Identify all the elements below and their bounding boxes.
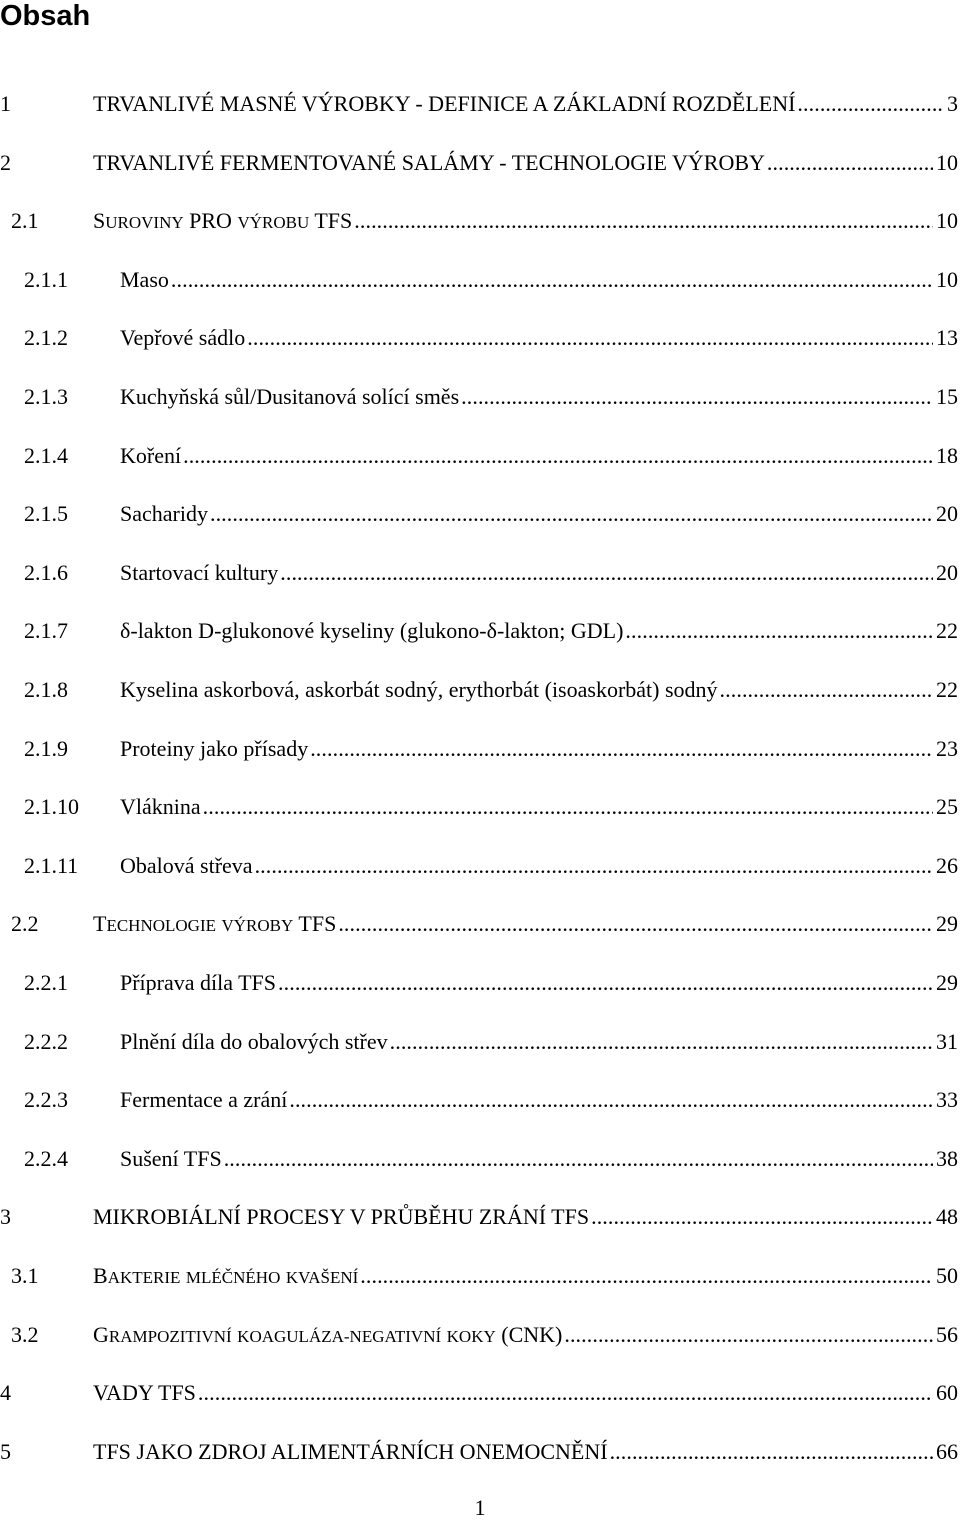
toc-entry-label[interactable]: Proteiny jako přísady	[120, 735, 309, 761]
toc-leader-dots	[610, 1437, 933, 1467]
toc-entry-page[interactable]: 23	[936, 735, 958, 761]
toc-entry-page[interactable]: 50	[936, 1263, 958, 1288]
toc-entry[interactable]	[0, 1202, 960, 1232]
toc-leader-dots	[210, 499, 933, 529]
toc-leader-dots	[203, 792, 933, 822]
toc-leader-dots	[278, 968, 933, 998]
toc-entry-number: 2.1.3	[24, 384, 68, 409]
toc-entry-label[interactable]: Fermentace a zrání	[120, 1087, 288, 1113]
toc-entry[interactable]	[0, 1085, 960, 1115]
toc-entry[interactable]	[0, 734, 960, 764]
toc-entry-number: 2.1.4	[24, 442, 68, 468]
toc-entry[interactable]	[0, 206, 960, 236]
toc-entry-label[interactable]: Koření	[120, 442, 182, 468]
toc-entry-number: 2.1.9	[24, 735, 68, 761]
toc-entry[interactable]	[0, 148, 960, 178]
toc-entry-label[interactable]: Vláknina	[120, 794, 201, 820]
toc-entry[interactable]	[0, 792, 960, 822]
toc-entry-label[interactable]: Maso	[120, 266, 169, 292]
toc-leader-dots	[390, 1027, 933, 1057]
toc-entry-label[interactable]: Kyselina askorbová, askorbát sodný, erythorbát (isoaskorbát) sodný	[120, 677, 718, 702]
toc-entry-number: 3.2	[11, 1321, 39, 1347]
toc-entry-number: 2.2.2	[24, 1028, 68, 1054]
toc-entry-label[interactable]: Sacharidy	[120, 501, 208, 527]
toc-entry[interactable]	[0, 909, 960, 939]
toc-entry[interactable]	[0, 675, 960, 705]
toc-entry-page[interactable]: 29	[936, 911, 958, 937]
toc-leader-dots	[767, 148, 933, 178]
toc-entry-label[interactable]: δ-lakton D-glukonové kyseliny (glukono-δ-lakton; GDL)	[120, 618, 624, 644]
toc-entry-label[interactable]: TFS JAKO ZDROJ ALIMENTÁRNÍCH ONEMOCNĚNÍ	[93, 1438, 608, 1464]
toc-entry-page[interactable]: 56	[936, 1321, 958, 1347]
toc-entry-number: 2	[0, 149, 11, 175]
toc-leader-dots	[591, 1202, 933, 1232]
toc-leader-dots	[171, 265, 933, 295]
toc-leader-dots	[255, 851, 933, 881]
toc-entry-number: 3.1	[11, 1263, 39, 1288]
toc-entry-page[interactable]: 20	[936, 501, 958, 527]
toc-entry[interactable]	[0, 1144, 960, 1174]
toc-leader-dots	[720, 675, 933, 705]
toc-entry-label[interactable]: Obalová střeva	[120, 852, 253, 878]
toc-entry[interactable]	[0, 265, 960, 295]
toc-entry-page[interactable]: 18	[936, 442, 958, 468]
toc-entry-page[interactable]: 48	[936, 1204, 958, 1230]
toc-entry-page[interactable]: 25	[936, 794, 958, 820]
toc-entry-page[interactable]: 60	[936, 1380, 958, 1406]
toc-entry[interactable]	[0, 1261, 960, 1291]
toc-entry[interactable]	[0, 499, 960, 529]
toc-entry-label[interactable]: VADY TFS	[93, 1380, 196, 1406]
toc-entry-number: 4	[0, 1380, 11, 1406]
toc-entry-label[interactable]: GRAMPOZITIVNÍ KOAGULÁZA-NEGATIVNÍ KOKY (CNK)	[93, 1321, 563, 1347]
toc-entry[interactable]	[0, 968, 960, 998]
toc-entry-label[interactable]: Startovací kultury	[120, 559, 279, 585]
toc-leader-dots	[338, 909, 933, 939]
toc-leader-dots	[310, 734, 933, 764]
toc-entry-number: 2.1	[11, 208, 39, 234]
toc-entry-label[interactable]: SUROVINY PRO VÝROBU TFS	[93, 208, 353, 234]
toc-entry[interactable]	[0, 1320, 960, 1350]
toc-entry[interactable]	[0, 616, 960, 646]
toc-entry-page[interactable]: 22	[936, 618, 958, 644]
toc-leader-dots	[564, 1320, 933, 1350]
toc-entry-label[interactable]: Příprava díla TFS	[120, 970, 277, 995]
toc-entry-number: 3	[0, 1204, 11, 1230]
toc-entry-number: 2.1.10	[24, 794, 79, 820]
toc-leader-dots	[625, 616, 933, 646]
toc-entry-number: 2.1.8	[24, 677, 68, 702]
toc-entry-page[interactable]: 15	[936, 384, 958, 409]
toc-leader-dots	[198, 1378, 933, 1408]
toc-entry-number: 2.1.6	[24, 559, 68, 585]
toc-entry-page[interactable]: 10	[936, 266, 958, 292]
toc-entry-number: 2.2	[11, 911, 39, 937]
toc-leader-dots	[289, 1085, 933, 1115]
toc-entry-number: 2.2.3	[24, 1087, 68, 1113]
toc-entry-page[interactable]: 10	[936, 149, 958, 175]
toc-entry-label[interactable]: TECHNOLOGIE VÝROBY TFS	[93, 911, 337, 937]
toc-entry-number: 2.1.11	[24, 852, 79, 878]
toc-leader-dots	[797, 89, 944, 119]
toc-entry[interactable]	[0, 323, 960, 353]
toc-entry-page[interactable]: 38	[936, 1145, 958, 1171]
toc-entry-page[interactable]: 66	[936, 1438, 958, 1464]
toc-entry-page[interactable]: 22	[936, 677, 958, 702]
toc-entry[interactable]	[0, 89, 960, 119]
toc-entry-number: 2.1.2	[24, 325, 68, 351]
toc-leader-dots	[247, 323, 933, 353]
toc-leader-dots	[360, 1261, 933, 1291]
toc-entry-number: 2.1.5	[24, 501, 68, 527]
toc-entry-label[interactable]: BAKTERIE MLÉČNÉHO KVAŠENÍ	[93, 1263, 359, 1288]
toc-entry-number: 5	[0, 1438, 11, 1464]
toc-leader-dots	[461, 382, 933, 412]
toc-entry-number: 2.2.1	[24, 970, 68, 995]
toc-leader-dots	[354, 206, 933, 236]
toc-entry-number: 2.1.7	[24, 618, 68, 644]
toc-entry-page[interactable]: 26	[936, 852, 958, 878]
toc-entry-page[interactable]: 33	[936, 1087, 958, 1113]
toc-leader-dots	[280, 558, 933, 588]
toc-entry[interactable]	[0, 1378, 960, 1408]
toc-entry-page[interactable]: 3	[947, 91, 958, 116]
toc-entry-label[interactable]: Kuchyňská sůl/Dusitanová solící směs	[120, 384, 460, 409]
toc-entry-page[interactable]: 10	[936, 208, 958, 234]
toc-entry-page[interactable]: 13	[936, 325, 958, 351]
toc-entry[interactable]	[0, 1437, 960, 1467]
toc-entry-label[interactable]: TRVANLIVÉ FERMENTOVANÉ SALÁMY - TECHNOLOGIE VÝROBY	[93, 149, 765, 175]
toc-entry-page[interactable]: 20	[936, 559, 958, 585]
page-title: Obsah	[0, 0, 91, 32]
toc-entry-label[interactable]: Vepřové sádlo	[120, 325, 246, 351]
toc-entry[interactable]	[0, 1027, 960, 1057]
toc-leader-dots	[224, 1144, 933, 1174]
toc-entry-page[interactable]: 31	[936, 1028, 958, 1054]
toc-entry-label[interactable]: Plnění díla do obalových střev	[120, 1028, 388, 1054]
toc-entry-label[interactable]: TRVANLIVÉ MASNÉ VÝROBKY - DEFINICE A ZÁKLADNÍ ROZDĚLENÍ	[93, 91, 796, 116]
toc-entry-page[interactable]: 29	[936, 970, 958, 995]
page-number: 1	[474, 1495, 486, 1520]
toc-entry-label[interactable]: MIKROBIÁLNÍ PROCESY V PRŮBĚHU ZRÁNÍ TFS	[93, 1204, 590, 1230]
toc-entry-number: 1	[0, 91, 11, 116]
toc-entry[interactable]	[0, 851, 960, 881]
toc-leader-dots	[183, 441, 933, 471]
toc-entry-label[interactable]: Sušení TFS	[120, 1145, 222, 1171]
toc-entry-number: 2.2.4	[24, 1145, 68, 1171]
toc-entry-number: 2.1.1	[24, 266, 68, 292]
toc-entry[interactable]	[0, 558, 960, 588]
toc-entry[interactable]	[0, 441, 960, 471]
toc-entry[interactable]	[0, 382, 960, 412]
